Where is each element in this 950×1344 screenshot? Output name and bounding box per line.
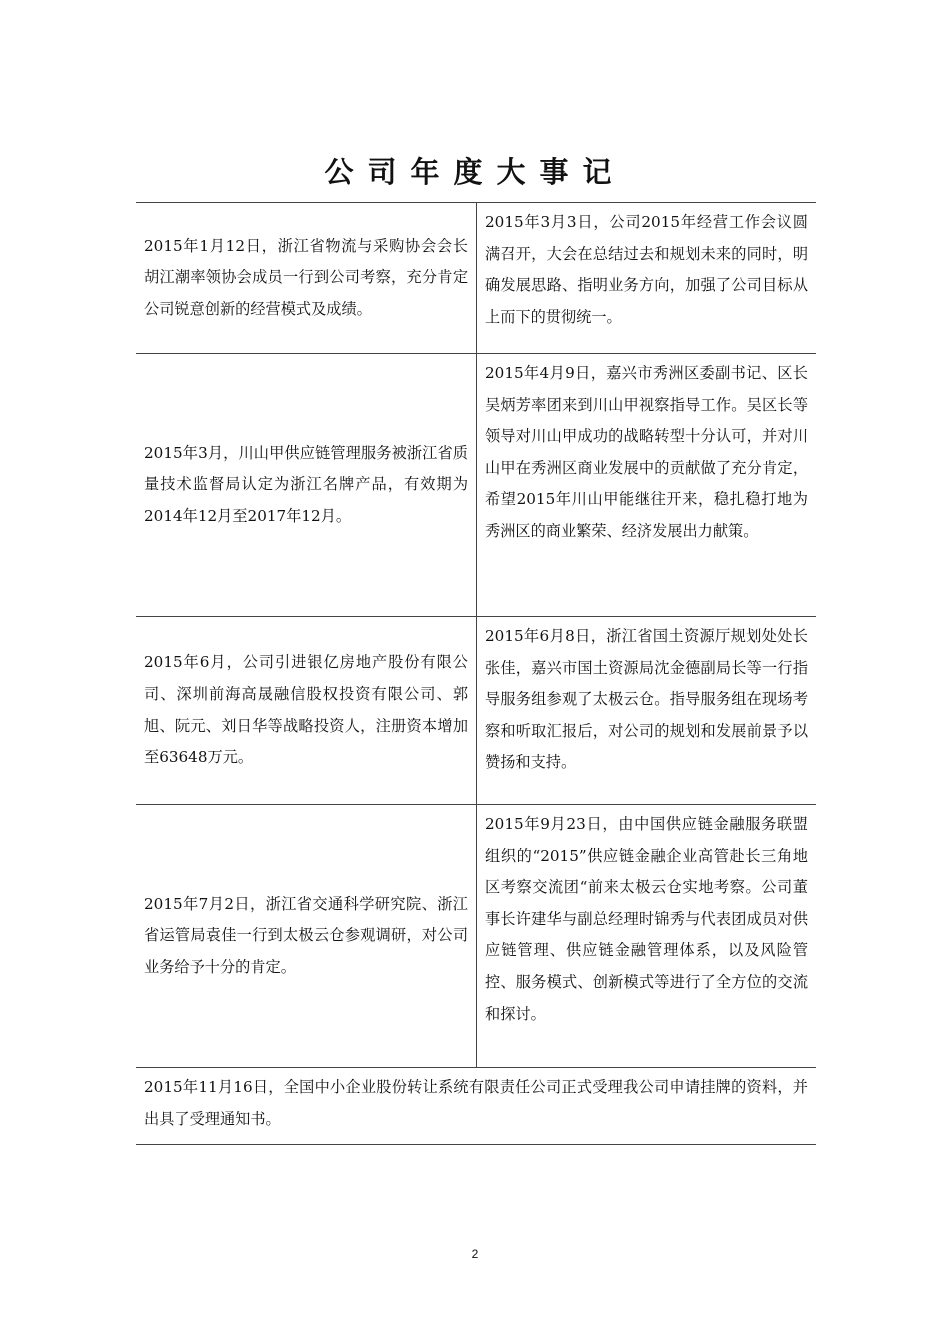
event-cell-right (476, 805, 816, 1067)
table-row (136, 354, 816, 617)
page-title: 公司年度大事记 (324, 155, 626, 189)
event-cell-left (136, 617, 476, 804)
event-text: 2015年6月，公司引进银亿房地产股份有限公司、深圳前海高晟融信股权投资有限公司、郭旭、阮元、刘日华等战略投资人，注册资本增加至63648万元。 (144, 653, 468, 767)
event-text: 2015年7月2日，浙江省交通科学研究院、浙江省运管局袁佳一行到太极云仓参观调研，对公司业务给予十分的肯定。 (144, 894, 468, 976)
event-cell-left (136, 203, 476, 353)
event-cell-left (136, 354, 476, 616)
events-table (136, 202, 816, 1145)
table-row (136, 1068, 816, 1145)
event-cell-full (136, 1068, 816, 1144)
event-text: 2015年11月16日，全国中小企业股份转让系统有限责任公司正式受理我公司申请挂牌的资料，并出具了受理通知书。 (144, 1078, 808, 1128)
event-cell-right (476, 203, 816, 353)
event-text: 2015年3月3日，公司2015年经营工作会议圆满召开，大会在总结过去和规划未来的同时，明确发展思路、指明业务方向，加强了公司目标从上而下的贯彻统一。 (485, 213, 808, 326)
event-text: 2015年9月23日，由中国供应链金融服务联盟组织的“2015”供应链金融企业高管赴长三角地区考察交流团“前来太极云仓实地考察。公司董事长许建华与副总经理时锦秀与代表团成员对供应链管理、供应链金融管理体系，以及风险管控、服务模式、创新模式等进行了全方位的交流和探讨。 (485, 815, 808, 1023)
event-text: 2015年4月9日，嘉兴市秀洲区委副书记、区长吴炳芳率团来到川山甲视察指导工作。吴区长等领导对川山甲成功的战略转型十分认可，并对川山甲在秀洲区商业发展中的贡献做了充分肯定，希望2015年川山甲能继往开来，稳扎稳打地为秀洲区的商业繁荣、经济发展出力献策。 (485, 364, 808, 540)
table-row (136, 617, 816, 805)
event-text: 2015年6月8日，浙江省国土资源厅规划处处长张佳，嘉兴市国土资源局沈金德副局长等一行指导服务组参观了太极云仓。指导服务组在现场考察和听取汇报后，对公司的规划和发展前景予以赞扬和支持。 (485, 627, 808, 772)
event-text: 2015年3月，川山甲供应链管理服务被浙江省质量技术监督局认定为浙江名牌产品，有效期为2014年12月至2017年12月。 (144, 443, 468, 525)
event-cell-left (136, 805, 476, 1067)
event-text: 2015年1月12日，浙江省物流与采购协会会长胡江潮率领协会成员一行到公司考察，充分肯定公司锐意创新的经营模式及成绩。 (144, 236, 468, 318)
page-number: 2 (471, 1247, 479, 1261)
event-cell-right (476, 617, 816, 804)
table-row (136, 805, 816, 1068)
table-row (136, 203, 816, 354)
event-cell-right (476, 354, 816, 616)
